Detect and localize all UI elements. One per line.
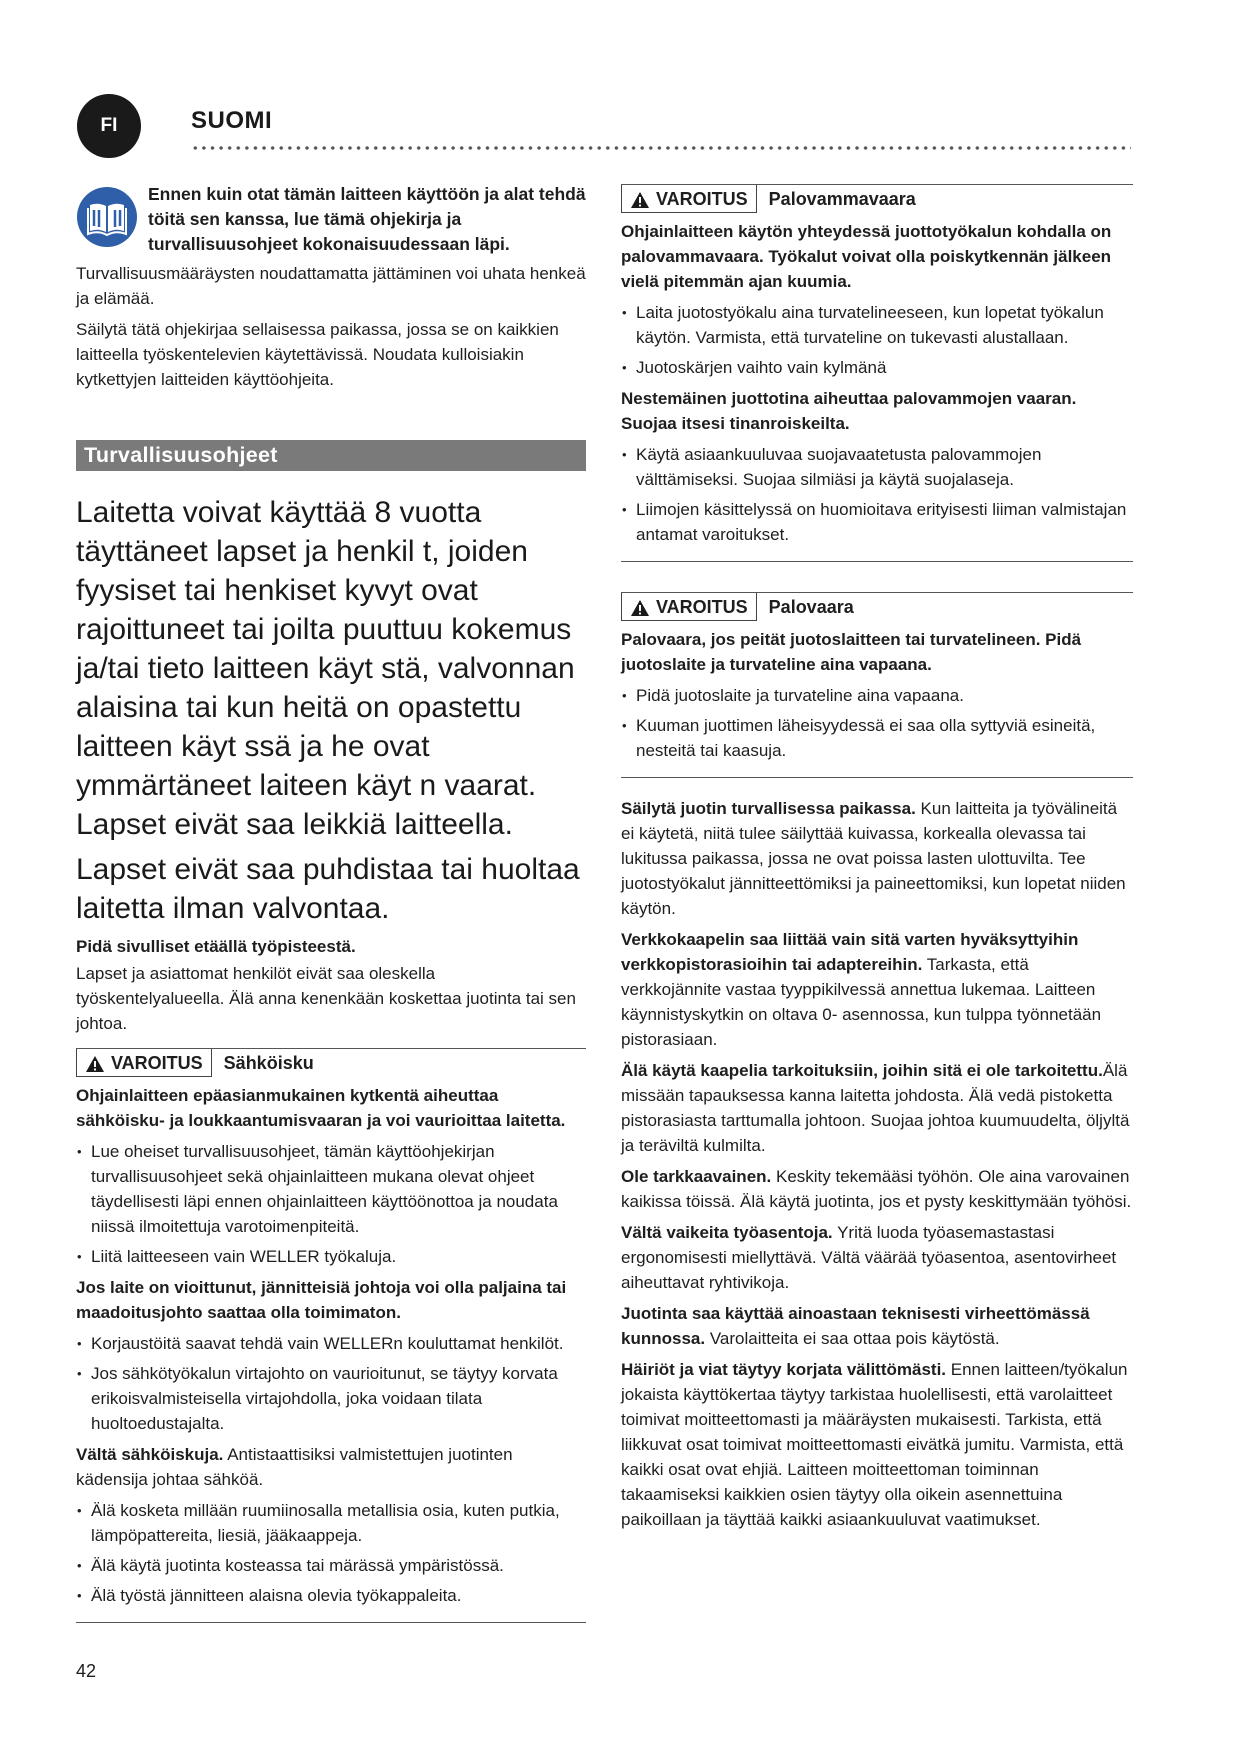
bullet-list <box>621 683 1133 763</box>
intro-bold-text: Ennen kuin otat tämän laitteen käyttöön ja alat tehdä töitä sen kanssa, lue tämä ohjekirja ja turvallisuusohjeet kokonaisuudessaan läpi. <box>148 184 586 254</box>
warning-triangle-icon <box>630 599 650 617</box>
bullet-list <box>76 1498 586 1608</box>
paragraph-text: Tarkasta, että verkkojännite vastaa tyyppikilvessä annettua lukemaa. Laitteen käynnistyskytkin on oltava 0- asennossa, kun tulppa työnnetään pistorasiaan. <box>621 955 1102 1049</box>
intro-paragraph-2: Säilytä tätä ohjekirjaa sellaisessa paikassa, jossa se on kaikkien laitteella työskentelevien käytettävissä. Noudata kulloisiakin kytkettyjen laitteiden käyttöohjeita. <box>76 320 559 389</box>
warning-label-text: VAROITUS <box>656 189 748 209</box>
intro-paragraph-1: Turvallisuusmääräysten noudattamatta jättäminen voi uhata henkeä ja elämää. <box>76 264 586 308</box>
warning-lead: Ohjainlaitteen epäasianmukainen kytkentä aiheuttaa sähköisku- ja loukkaantumisvaaran ja voi vaurioittaa laitetta. <box>76 1086 566 1130</box>
list-item: • Lue oheiset turvallisuusohjeet, tämän käyttöohjekirjan turvallisuusohjeet sekä ohjainlaitteen mukana olevat ohjeet täydellisesti läpi ennen ohjainlaitteen käyttöönottoa ja noudata niissä ilmoitettuja varotoimenpiteitä. <box>76 1139 586 1239</box>
warning-label <box>621 593 757 621</box>
bullet-list <box>76 1139 586 1269</box>
intro-block <box>76 182 586 257</box>
paragraph-bold: Häiriöt ja viat täytyy korjata välittömästi. <box>621 1360 947 1379</box>
warning-lead-2: Nestemäinen juottotina aiheuttaa palovammojen vaaran. Suojaa itsesi tinanroiskeilta. <box>621 389 1077 433</box>
left-column <box>76 182 586 1637</box>
warning-title: Palovammavaara <box>768 188 916 209</box>
paragraph-text: Keskity tekemääsi työhön. Ole aina varovainen kaikissa töissä. Älä käytä juotinta, jos et pysty keskittymään työhösi. <box>621 1167 1132 1211</box>
shock-paragraph <box>76 1442 586 1492</box>
paragraph-text: Ennen laitteen/työkalun jokaista käyttökertaa täytyy tarkistaa huolellisesti, että varolaitteet toimivat moitteettomasti ja määräysten mukaisesti. Tarkista, että liikkuvat osat toimivat moitteettomasti eivätkä jumitu. Varmista, että kaikki osat ovat ehjiä. Laitteen moitteettoman toiminnan takaamiseksi kaikkien osien täytyy olla oikein asennettuina paikoillaan ja täyttää kaikki asiaankuuluvat vaatimukset. <box>621 1360 1128 1529</box>
paragraph-text: Yritä luoda työasemastastasi ergonomisesti miellyttävä. Vältä väärää työasentoa, asentovirheet aiheuttavat ryhtivikoja. <box>621 1223 1117 1292</box>
paragraph-bold: Säilytä juotin turvallisessa paikassa. <box>621 799 916 818</box>
paragraph-bold: Älä käytä kaapelia tarkoituksiin, joihin sitä ei ole tarkoitettu. <box>621 1061 1103 1080</box>
warning-label-text: VAROITUS <box>111 1053 203 1073</box>
list-item: • Korjaustöitä saavat tehdä vain WELLERn kouluttamat henkilöt. <box>76 1331 586 1356</box>
list-item: • Älä kosketa millään ruumiinosalla metallisia osia, kuten putkia, lämpöpattereita, liesiä, jääkaappeja. <box>76 1498 586 1548</box>
warning-lead-2: Jos laite on vioittunut, jännitteisiä johtoja voi olla paljaina tai maadoitusjohto saattaa olla toimimaton. <box>76 1278 567 1322</box>
paragraph-bold: Juotinta saa käyttää ainoastaan teknisesti virheettömässä kunnossa. <box>621 1304 1090 1348</box>
list-item: • Juotoskärjen vaihto vain kylmänä <box>621 355 1133 380</box>
warning-fire <box>621 592 1133 778</box>
safety-paragraph <box>621 1164 1133 1214</box>
paragraph-bold: Verkkokaapelin saa liittää vain sitä varten hyväksyttyihin verkkopistorasioihin tai adaptereihin. <box>621 930 1079 974</box>
section-title: Turvallisuusohjeet <box>76 440 586 471</box>
warning-lead: Ohjainlaitteen käytön yhteydessä juottotyökalun kohdalla on palovammavaara. Työkalut voivat olla poiskytkennän jälkeen vielä pitemmän ajan kuumia. <box>621 222 1112 291</box>
safety-paragraph <box>621 1058 1133 1158</box>
safety-paragraph <box>621 1220 1133 1295</box>
bullet-list <box>621 442 1133 547</box>
page-number: 42 <box>76 1661 97 1681</box>
list-item: • Jos sähkötyökalun virtajohto on vaurioitunut, se täytyy korvata erikoisvalmisteisella virtajohdolla, joka voidaan tilata huoltoedustajalta. <box>76 1361 586 1436</box>
list-item: • Pidä juotoslaite ja turvateline aina vapaana. <box>621 683 1133 708</box>
keep-away-heading: Pidä sivulliset etäällä työpisteestä. <box>76 937 356 956</box>
bullet-list <box>621 300 1133 380</box>
list-item: • Kuuman juottimen läheisyydessä ei saa olla syttyviä esineitä, nesteitä tai kaasuja. <box>621 713 1133 763</box>
paragraph-bold: Vältä vaikeita työasentoja. <box>621 1223 833 1242</box>
list-item: • Liimojen käsittelyssä on huomioitava erityisesti liiman valmistajan antamat varoitukset. <box>621 497 1133 547</box>
shock-text: Antistaattisiksi valmistettujen juotinten kädensija johtaa sähköä. <box>76 1445 513 1489</box>
warning-title: Palovaara <box>768 596 854 617</box>
warning-burn <box>621 184 1133 562</box>
safety-paragraph <box>621 1301 1133 1351</box>
warning-title: Sähköisku <box>223 1052 314 1073</box>
warning-lead: Palovaara, jos peität juotoslaitteen tai turvatelineen. Pidä juotoslaite ja turvateline aina vapaana. <box>621 630 1082 674</box>
safety-paragraphs <box>621 796 1133 1532</box>
language-title: SUOMI <box>191 107 273 134</box>
list-item: • Laita juotostyökalu aina turvatelineeseen, kun lopetat työkalun käytön. Varmista, että turvateline on tukevasti alustallaan. <box>621 300 1133 350</box>
list-item: • Käytä asiaankuuluvaa suojavaatetusta palovammojen välttämiseksi. Suojaa silmiäsi ja käytä suojalaseja. <box>621 442 1133 492</box>
list-item: • Liitä laitteeseen vain WELLER työkaluja. <box>76 1244 586 1269</box>
warning-electric-shock <box>76 1048 586 1623</box>
language-code: FI <box>100 115 118 136</box>
warning-label <box>621 185 757 213</box>
warning-label-text: VAROITUS <box>656 597 748 617</box>
warning-triangle-icon <box>630 191 650 209</box>
language-badge <box>77 94 141 158</box>
shock-bold: Vältä sähköiskuja. <box>76 1445 224 1464</box>
warning-triangle-icon <box>85 1055 105 1073</box>
safety-paragraph <box>621 927 1133 1052</box>
keep-away-text: Lapset ja asiattomat henkilöt eivät saa oleskella työskentelyalueella. Älä anna kenenkään koskettaa juotinta tai sen johtoa. <box>76 964 576 1033</box>
dotted-divider <box>191 145 1131 151</box>
paragraph-text: Varolaitteita ei saa ottaa pois käytöstä. <box>705 1329 1000 1348</box>
safety-paragraph <box>621 1357 1133 1532</box>
children-warning-large: Laitetta voivat käyttää 8 vuotta täyttäneet lapset ja henkil t, joiden fyysiset tai henkiset kyvyt ovat rajoittuneet tai joilta puuttuu kokemus ja/tai tieto laitteen käyt stä, valvonnan alaisina tai kun heitä on opastettu laitteen käyt ssä ja he ovat ymmärtäneet laiteen käyt n vaarat. Lapset eivät saa leikkiä laitteella. <box>76 496 575 841</box>
list-item: • Älä käytä juotinta kosteassa tai märässä ympäristössä. <box>76 1553 586 1578</box>
right-column <box>621 182 1133 1538</box>
paragraph-text: Älä missään tapauksessa kanna laitetta johdosta. Älä vedä pistoketta pistorasiasta tarttumalla johtoon. Suojaa johtoa kuumuudelta, öljyltä ja teräviltä kulmilta. <box>621 1061 1130 1155</box>
safety-paragraph <box>621 796 1133 921</box>
children-cleaning-large: Lapset eivät saa puhdistaa tai huoltaa laitetta ilman valvontaa. <box>76 853 580 925</box>
paragraph-text: Kun laitteita ja työvälineitä ei käytetä, niitä tulee säilyttää kuivassa, korkealla olevassa tai lukitussa paikassa, jossa ne ovat poissa lasten ulottuvilta. Tee juotostyökalut jännitteettömiksi ja paineettomiksi, kun lopetat niiden käytön. <box>621 799 1126 918</box>
paragraph-bold: Ole tarkkaavainen. <box>621 1167 772 1186</box>
list-item: • Älä työstä jännitteen alaisna olevia työkappaleita. <box>76 1583 586 1608</box>
bullet-list <box>76 1331 586 1436</box>
warning-label <box>76 1049 212 1077</box>
book-icon <box>76 186 138 248</box>
